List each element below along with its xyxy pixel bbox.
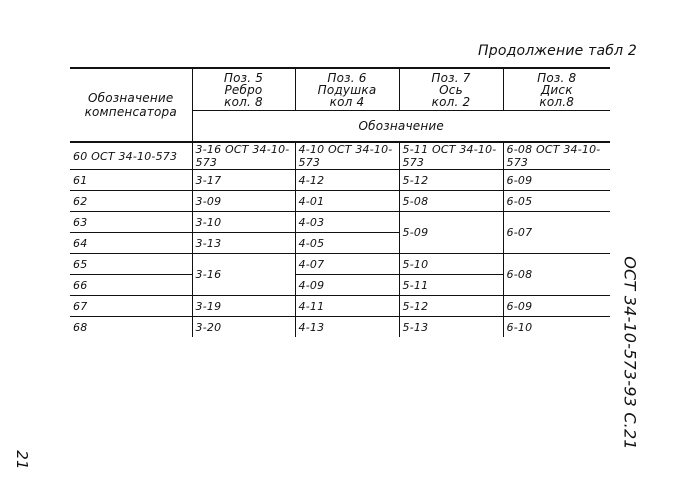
cell-pos8: 6-05 bbox=[503, 191, 610, 212]
standard-side-label bbox=[615, 255, 645, 450]
cell-pos6: 4-12 bbox=[295, 170, 399, 191]
cell-pos5: 3-17 bbox=[192, 170, 295, 191]
header-pos-number: Поз. 5 bbox=[223, 71, 264, 85]
cell-pos8: 6-10 bbox=[503, 317, 610, 338]
cell-pos7: 5-10 bbox=[399, 254, 503, 275]
header-pos-5 bbox=[192, 68, 295, 111]
cell-pos5: 3-16 bbox=[192, 254, 295, 296]
cell-compensator: 64 bbox=[70, 233, 192, 254]
cell-pos6: 4-01 bbox=[295, 191, 399, 212]
cell-pos7: 5-11 bbox=[399, 275, 503, 296]
header-part-qty: кол.8 bbox=[539, 95, 575, 109]
table-row bbox=[70, 170, 610, 191]
cell-pos5: 3-13 bbox=[192, 233, 295, 254]
cell-compensator: 65 bbox=[70, 254, 192, 275]
cell-pos6: 4-10 ОСТ 34-10-573 bbox=[295, 142, 399, 170]
table-row bbox=[70, 191, 610, 212]
header-part-name: Ребро bbox=[224, 83, 263, 97]
cell-pos6: 4-13 bbox=[295, 317, 399, 338]
cell-pos5: 3-20 bbox=[192, 317, 295, 338]
cell-pos8: 6-08 ОСТ 34-10-573 bbox=[503, 142, 610, 170]
table-row bbox=[70, 296, 610, 317]
cell-pos8: 6-08 bbox=[503, 254, 610, 296]
header-part-name: Ось bbox=[439, 83, 463, 97]
standard-side-label-text: ОСТ 34-10-573-93 С.21 bbox=[620, 255, 640, 450]
cell-compensator: 63 bbox=[70, 212, 192, 233]
cell-pos5: 3-10 bbox=[192, 212, 295, 233]
header-part-qty: кол 4 bbox=[329, 95, 365, 109]
cell-pos8: 6-09 bbox=[503, 296, 610, 317]
cell-pos7: 5-13 bbox=[399, 317, 503, 338]
cell-pos8: 6-07 bbox=[503, 212, 610, 254]
cell-pos6: 4-09 bbox=[295, 275, 399, 296]
cell-pos7: 5-12 bbox=[399, 296, 503, 317]
cell-pos7: 5-12 bbox=[399, 170, 503, 191]
header-pos-number: Поз. 7 bbox=[431, 71, 471, 85]
cell-pos7: 5-09 bbox=[399, 212, 503, 254]
cell-pos6: 4-07 bbox=[295, 254, 399, 275]
cell-compensator: 66 bbox=[70, 275, 192, 296]
cell-pos6: 4-11 bbox=[295, 296, 399, 317]
cell-pos7: 5-08 bbox=[399, 191, 503, 212]
table-row bbox=[70, 317, 610, 338]
cell-compensator: 67 bbox=[70, 296, 192, 317]
cell-compensator: 62 bbox=[70, 191, 192, 212]
header-pos-7 bbox=[399, 68, 503, 111]
header-part-qty: кол. 8 bbox=[224, 95, 263, 109]
header-pos-number: Поз. 6 bbox=[327, 71, 367, 85]
header-part-name: Подушка bbox=[317, 83, 377, 97]
cell-pos5: 3-16 ОСТ 34-10-573 bbox=[192, 142, 295, 170]
table-continuation-caption: Продолжение табл 2 bbox=[478, 43, 637, 59]
cell-compensator: 68 bbox=[73, 320, 88, 334]
specification-table bbox=[70, 67, 610, 337]
header-compensator-designation: Обозначение компенсатора bbox=[70, 68, 192, 142]
cell-pos6: 4-03 bbox=[295, 212, 399, 233]
table-row bbox=[70, 142, 610, 170]
table-row bbox=[70, 254, 610, 275]
cell-pos7: 5-11 ОСТ 34-10-573 bbox=[399, 142, 503, 170]
header-designation-subheader: Обозначение bbox=[192, 111, 610, 143]
header-part-name: Диск bbox=[540, 83, 573, 97]
cell-compensator: 60 ОСТ 34-10-573 bbox=[70, 142, 192, 170]
header-pos-6 bbox=[295, 68, 399, 111]
cell-pos8: 6-09 bbox=[503, 170, 610, 191]
cell-pos6: 4-05 bbox=[295, 233, 399, 254]
table-row bbox=[70, 212, 610, 233]
cell-compensator: 61 bbox=[70, 170, 192, 191]
cell-pos5: 3-09 bbox=[192, 191, 295, 212]
cell-pos5: 3-19 bbox=[192, 296, 295, 317]
header-pos-8 bbox=[503, 68, 610, 111]
page-number-text: 21 bbox=[13, 450, 31, 470]
page-number bbox=[12, 448, 32, 472]
header-part-qty: кол. 2 bbox=[431, 95, 471, 109]
header-pos-number: Поз. 8 bbox=[537, 71, 577, 85]
